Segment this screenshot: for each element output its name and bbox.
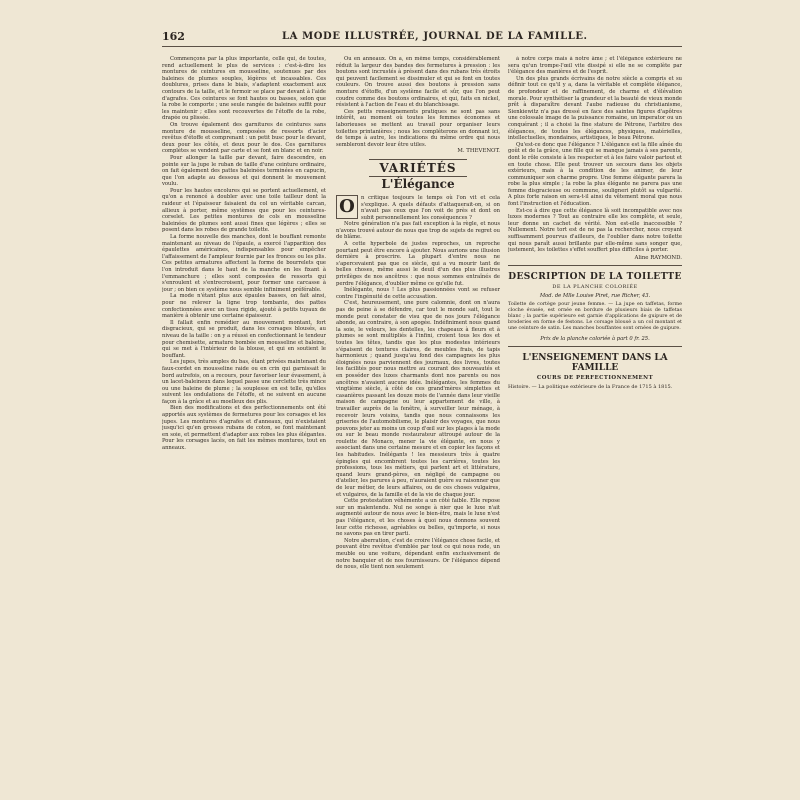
paragraph: C'est, heureusement, une pure calomnie, dont on n'aura pas de peine à se défendre, car tout le monde sait, tout le monde peut constater de visu que de nos jours l'élégance abonde, au contraire, à son apogée. Indéfiniment nous quand la soie, le velours, les dentelles, les chapeaux à fleurs et à plumes se sont multipliés à l'infini, croient tous les dos et toutes les têtes, tandis que les plus modestes intérieurs s'épaisent de tentures claires, de meubles frais, de tapis harmonieux ; quand jusqu'au fond des campagnes les plus éloignées nous parviennent des journaux, des livres, toutes les facilités pour nous mettre au courant des nouveautés et en posséder des luxes charmants dont nos parents ou nos ancêtres n'avaient aucune idée. Inélégantes, les femmes du vingtième siècle, à côté de ces grand'mères simplettes et casanières passant les douze mois de l'année dans leur vieille maison de campagne ou leur appartement de ville, à travailler auprès de la fenêtre, à surveiller leur ménage, à recevoir leurs voisins, tandis que nous connaissons les griseries de l'automobilisme, le plaisir des voyages, que nous pouvons jeter au moins un coup d'œil sur les plages à la mode ou sur le beau monde restaurateur attroupé autour de la roulette de Monaco, mener la vie élégante, en nous y associant dans une certaine mesure et en copier les façons et les habitudes. Inélégants ! les messieurs très à quatre épingles qui encombrent toutes les carrières, toutes les professions, tous les métiers, qui parlent art et littérature, quand leurs grand-pères, en négligé de campagne ou d'atelier, les parures à peu, n'auraient guère su raisonner que de leur métier, de leurs affaires, ou de ces choses vulgaires, et vulgaires, de la famille et de la vie de chaque jour. [336,300,500,498]
rubric-heading [336,161,500,175]
paragraph: Notre aberration, c'est de croire l'élégance chose facile, et pouvant être revêtue d'emblée par tout ce qui nous rode, un meuble ou une voiture, dépendant enfin exclusivement de notre banquier et de nos fournisseurs. Or l'élégance dépend de nous, elle tient non seulement [336,537,500,571]
paragraph: Il fallait enfin remédier au mouvement montant, fort disgracieux, qui se produit, dans les corsages blousés, au niveau de la taille : on y a réussi en confectionnant le tendeur pour chemisette, armature bombée en mousseline et baleine, qui se met à l'intérieur de la blouse, et qui en soutient le bouffant. [162,319,326,359]
paragraph: Un des plus grands écrivains de notre siècle a compris et su définir tout ce qu'il y a, dans la véritable et complète élégance, de profondeur et de raffinement, de charme et d'élévation morale. Pour synthétiser la grandeur et la beauté de vieux monde prêt à disparaître devant l'aube radieuse du christianisme, Sienkiewitz n'a pas dressé en face des saintes figures d'apôtres une colossale image de la puissance romaine, un imperator ou un conquérant ; il a choisi la fine stature de Pétrone, l'arbitre des élégances, de toutes les élégances, physiques, matérielles, intellectuelles, mondaines, artistiques, le beau Pétrone. [508,75,682,142]
description-title: DESCRIPTION DE LA TOILETTE [508,272,682,283]
divider [508,265,682,266]
paragraph: On trouve également des garnitures de ceintures sans monture de mousseline, composées de ressorts d'acier revêtus d'étoffe et comprenant : un petit busc pour le devant, deux pour les côtés, et deux pour le dos. Ces garnitures complètes se vendent par carte et se font en blanc et en noir. [162,121,326,155]
rubric-label: VARIÉTÉS [369,159,466,177]
paragraph: Notre génération n'a pas fait exception à la règle, et nous n'avons trouvé autour de nous que trop de sujets de regret ou de blâme. [336,221,500,241]
paragraph: La forme nouvelle des manches, dont le bouffant remonte maintenant au niveau de l'épaule, a exercé l'apparition des épaulettes américaines, indispensables pour empêcher l'affaissement de l'ampleur fournie par les fronces ou les plis. Ces petites armatures affectent la forme de bourrelets que l'on introduit dans le haut de la manche en les fixant à l'emmanchure ; elles sont composées de ressorts qui s'enroulent et s'entrecroisent, pour former une carcasse à jour ; on bien ce système nous semble infiniment préférable. [162,234,326,293]
paragraph: Les jupes, très amples du bas, étant privées maintenant du faux-cordet en mousseline raide ou en crin qui garnissait le bord autrefois, on a recours, pour favoriser leur évasement, à un lacet-baleineux dans lequel passe une cerclette très mince ou une baleine de plume ; la souplesse en est telle, qu'elles suivent les ondulations de l'étoffe, et ne suivent en aucune façon à la grâce et au moelleux des plis. [162,359,326,405]
paragraph: n critique toujours le temps où l'on vit et cela s'explique. A quels défauts d'attaquerait-on, si on n'avait pas ceux que l'on voit de près et dont on subit personnellement les conséquences ? [361,194,500,221]
description-model: Mod. de Mlle Louise Piret, rue Richer, 43. [539,293,651,299]
paragraph: Ces petits renseignements pratiques ne sont pas sans intérêt, au moment où toutes les femmes économes et laborieuses se mettent au travail pour organiser leurs toilettes printanières ; nous les compléterons en donnant ici, de temps à autre, les indications du même ordre qui nous sembleront devoir leur être utiles. [336,108,500,148]
paragraph: Inélégante, nous ! Les plus passionnées vont se refuser contre l'ingénuité de cette accusation. [336,287,500,300]
page-number: 162 [162,30,185,43]
article-title: L'Élégance [381,176,455,191]
drop-cap: O [336,195,358,219]
description-price: Prix de la planche coloriée à part 0 fr. 25. [540,335,650,342]
page-header [162,30,682,47]
paragraph: La mode n'étant plus aux épaules basses, on fait ainsi, pour ne relever la ligne trop tombante, des pattes confectionnées avec un tissu rigide, ajouté à petits tuyaux de manière à obtenir une certaine épaisseur. [162,293,326,320]
divider [508,346,682,347]
section-title: L'ENSEIGNEMENT DANS LA FAMILLE [522,353,668,374]
description-subtitle: DE LA PLANCHE COLORIÉE [552,284,638,291]
running-title: LA MODE ILLUSTRÉE, JOURNAL DE LA FAMILLE. [282,31,588,42]
paragraph: Pour les hautes encolures qui se portent actuellement, et qu'on a renoncé à doubler avec une toile tailleur dont la raideur et l'épaisseur faisaient du col un véritable carcan, allieux à porter, même systèmes que pour les ceintures-corselet. Les petites montures de cols en mousseline baleinées de plumes sont aussi fines que légères ; elles se posent dans les robes de grande toilette. [162,187,326,234]
paragraph: Qu'est-ce donc que l'élégance ? L'élégance est la fille aînée du goût et de la grâce, une fille qui se manque jamais à ses parents, dont le rôle consiste à les respecter et à les faire valoir partout et en toute chose. Elle peut trouver un secours dans les objets extérieurs, mais à la condition de les animer, de leur communiquer son charme propre. Une femme élégante parera la robe la plus simple ; la robe la plus élégante ne parera pas une femme disgracieuse ou commune, souligneri plutôt sa vulgarité. A plus forte raison en sera-t-il ainsi du vêtement moral que nous font l'instruction et l'éducation. [508,141,682,208]
paragraph: Pour allonger la taille par devant, faire descendre, en pointe sur la jupe le ruban de taille d'une ceinture ordinaire, on fait également des pattes baleinées terminées en capucin, que l'on adapte au dessous et qui donnent le mouvement voulu. [162,154,326,188]
column-2 [336,56,500,764]
paragraph: Ou en anneaux. On a, en même temps, considérablement réduit la largeur des bandes des fermetures à pression : les boutons sont incrustés à présent dans des rubans très étroits qui peuvent facilement se dissimuler et qui se font en toutes couleurs. On trouve aussi des boutons à pression sans monture d'étoffe, d'un système facile et sûr, que l'on peut coudre comme des boutons ordinaires, et qui, faits en nickel, résistent à l'action de l'eau et du blanchissage. [336,56,500,109]
signature: M. THEVENOT. [457,148,500,155]
signature: Aline RAYMOND. [634,254,682,261]
paragraph: Commençons par la plus importante, celle qui, de toutes, rend actuellement le plus de services : c'est-à-dire les montures de ceintures en mousseline, soutenues par des baleines de plumes souples, légères et incassables. Ces doublures, prises dans le biais, s'adaptent exactement aux contours de la taille, et le fermoir se place par devant à l'aide d'agrafes. Ces ceintures se font hautes ou basses, selon que la robe le comporte ; une seule rangée de baleines suffit pour les maintenir ; elles sont recouvertes de l'étoffe de la robe, drapée ou plissée. [162,56,326,122]
description-text: Toilette de cortège pour jeune femme. — La jupe en taffetas, forme cloche évasée, est ornée en bordure de plusieurs biais de taffetas blanc ; la partie supérieure est garnie d'applications de guipure et de broderies en forme de festons. Le corsage blousé a un col montant et une ceinture de satin. Les manches bouffantes sont ornées de guipure. [508,301,682,331]
column-3 [508,56,682,764]
paragraph: Est-ce à dire que cette élégance là soit incompatible avec nos luxes modernes ? Tout au contraire elle les complète, et seule, leur donne un cachet de vérité. Non est-elle inaccessible ? Nullement. Notre tort est de ne pas la rechercher, nous croyant suffisamment pourvus d'ailleurs, de l'oublier dans notre toilette qui nous paraît aussi brillante par elle-même sans songer que, justement, les toilettes s'effet souffert plus difficiles à porter. [508,207,682,254]
section-subtitle: COURS DE PERFECTIONNEMENT [536,375,654,382]
column-1 [162,56,326,764]
paragraph: Cette protestation véhémente a un côté faible. Elle repose sur un malentendu. Nul ne songe à nier que le luxe n'ait augmenté autour de nous avec le bien-être, mais le luxe n'est pas l'élégance, et les choses à quoi nous donnons souvent leur cette richesse, agréables ou belles, qu'importe, si nous ne savons pas en tirer parti. [336,498,500,538]
paragraph: Bien des modifications et des perfectionnements ont été apportés aux systèmes de fermetures pour les corsages et les jupes. Les montures d'agrafes et d'anneaux, qui n'existaient jusqu'ici qu'en grosses rubans de coton, se font maintenant en soie, et permettent d'adapter aux robes les plus élégantes. Pour les corsages lacés, on fait les mêmes montures, tout en anneaux. [162,405,326,452]
section-text: Histoire. — La politique extérieure de la France de 1715 à 1815. [508,383,673,390]
paragraph: à notre corps mais à notre âme ; et l'élégance extérieure ne sera qu'un trompe-l'œil vite dissipé si elle ne se complète par l'élégance des manières et de l'esprit. [508,56,682,76]
paragraph: A cette hyperbole de justes reproches, un reproche pourtant peut être encore à ajouter. Nous aurions une illusion dernière à proscrire. La plupart d'entre nous ne s'apercevaient pas que ce siècle, qui a vu mourir tant de belles choses, même aussi le deuil d'un des plus illustres privilèges de nos ancêtres : que nous sommes entraînés de perdre l'élégance, d'oublier même ce qu'elle fut. [336,241,500,287]
